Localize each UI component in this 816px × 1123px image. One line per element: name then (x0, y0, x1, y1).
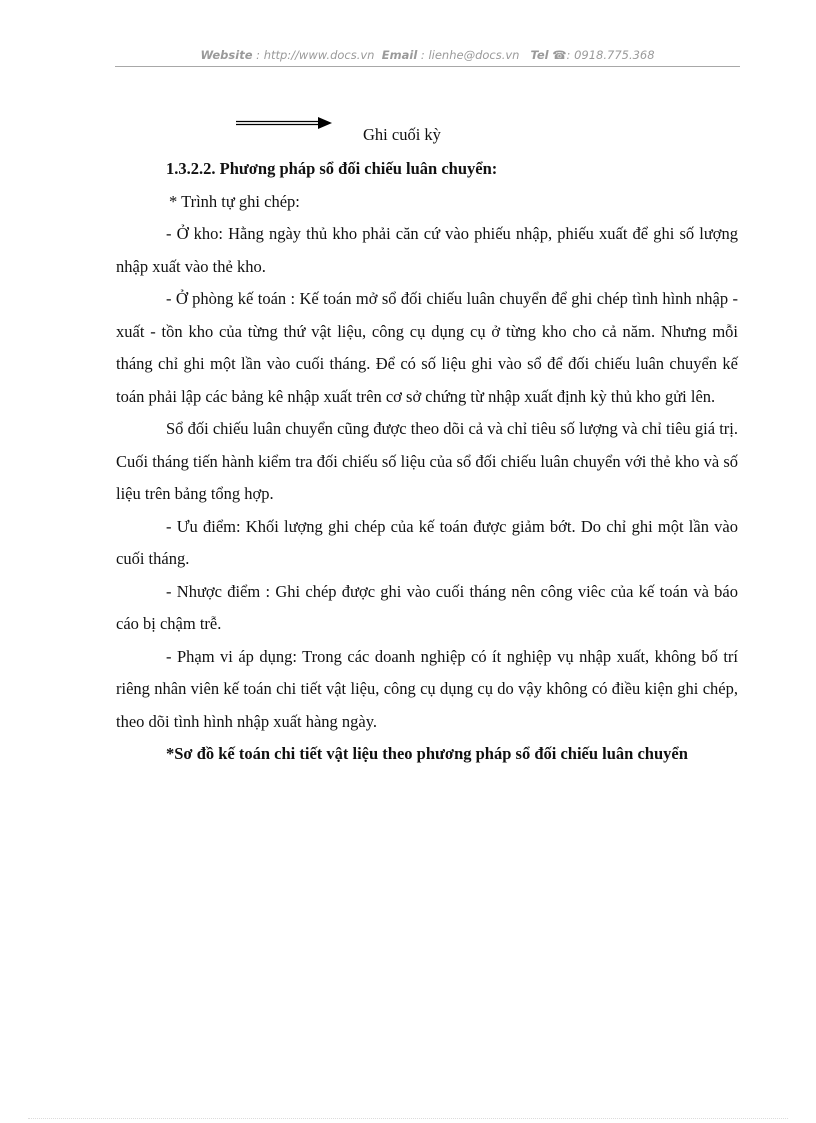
sequence-title: * Trình tự ghi chép: (169, 191, 300, 211)
legend-label: Ghi cuối kỳ (363, 125, 441, 144)
website-value[interactable]: : http://www.docs.vn (256, 48, 375, 62)
tel-label: Tel (530, 48, 549, 62)
document-body (116, 153, 738, 771)
paragraph: - Ưu điểm: Khối lượng ghi chép của kế toán được giảm bớt. Do chỉ ghi một lần vào cuối tháng. (116, 516, 738, 568)
email-label: Email (381, 48, 418, 62)
section-heading: 1.3.2.2. Phương pháp sổ đối chiếu luân chuyển: (166, 159, 498, 178)
paragraph: - Ở phòng kế toán : Kế toán mở sổ đối chiếu luân chuyển để ghi chép tình hình nhập - xuất - tồn kho của từng thứ vật liệu, công cụ dụng cụ ở từng kho cho cả năm. Nhưng mỗi tháng chỉ ghi một lần vào cuối tháng. Để có số liệu ghi vào sổ để đối chiếu luân chuyển kế toán phải lập các bảng kê nhập xuất trên cơ sở chứng từ nhập xuất định kỳ thủ kho gửi lên. (116, 289, 738, 406)
diagram-title: *Sơ đồ kế toán chi tiết vật liệu theo phương pháp sổ đối chiếu luân chuyển (166, 744, 688, 763)
paragraph: Sổ đối chiếu luân chuyển cũng được theo dõi cả và chỉ tiêu số lượng và chỉ tiêu giá trị. Cuối tháng tiến hành kiểm tra đối chiếu số liệu của sổ đối chiếu luân chuyển với thẻ kho và số liệu trên bảng tổng hợp. (116, 419, 738, 503)
tel-value: : 0918.775.368 (566, 48, 655, 62)
phone-icon: ☎ (552, 48, 567, 62)
paragraph: - Phạm vi áp dụng: Trong các doanh nghiệp có ít nghiệp vụ nhập xuất, không bố trí riêng nhân viên kế toán chi tiết vật liệu, công cụ dụng cụ do vậy không có điều kiện ghi chép, theo dõi tình hình nhập xuất hàng ngày. (116, 646, 738, 731)
page-header (115, 48, 740, 62)
footer-divider (28, 1118, 788, 1119)
website-label: Website (200, 48, 253, 62)
header-divider (115, 66, 740, 67)
right-arrow-icon (236, 117, 332, 129)
paragraph: - Ở kho: Hằng ngày thủ kho phải căn cứ vào phiếu nhập, phiếu xuất để ghi số lượng nhập xuất vào thẻ kho. (116, 224, 738, 276)
paragraph: - Nhược điểm : Ghi chép được ghi vào cuối tháng nên công viêc của kế toán và báo cáo bị chậm trễ. (116, 581, 738, 633)
email-value[interactable]: : lienhe@docs.vn (420, 48, 520, 62)
